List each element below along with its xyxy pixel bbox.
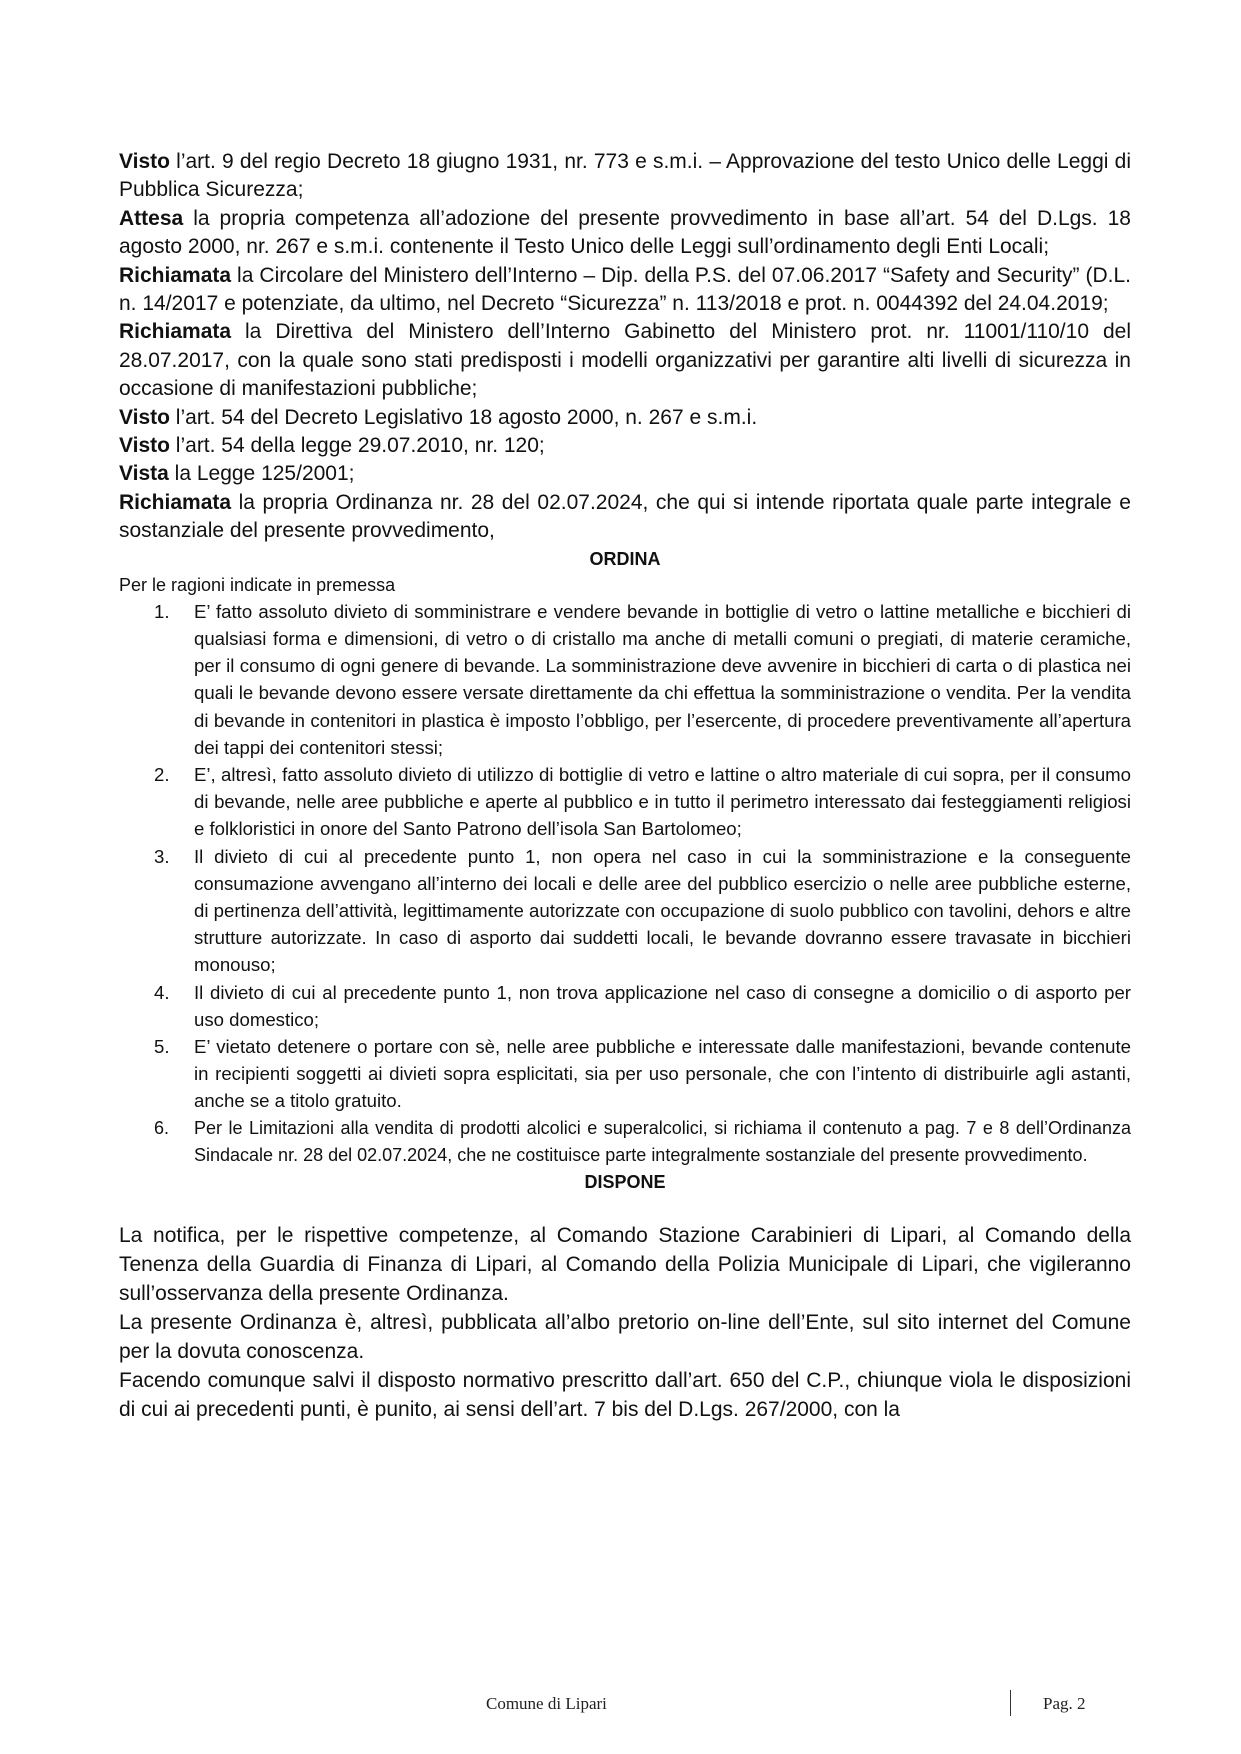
premessa-lead: Visto [119, 150, 170, 173]
premessa-paragraph [119, 318, 1131, 403]
premesse-section [119, 148, 1131, 546]
ordina-item [119, 979, 1131, 1033]
premessa-text: la propria competenza all’adozione del presente provvedimento in base all’art. 54 del D.Lgs. 18 agosto 2000, nr. 267 e s.m.i. contenente il Testo Unico delle Leggi sull’ordinamento degli Enti Locali; [119, 206, 1131, 259]
item-number: 1. [154, 600, 170, 622]
premessa-lead: Attesa [119, 206, 184, 230]
premessa-paragraph [119, 404, 1131, 432]
premessa-paragraph [119, 489, 1131, 546]
premessa-paragraph [119, 460, 1131, 488]
ordina-item [119, 1033, 1131, 1115]
item-text: Per le Limitazioni alla vendita di prodotti alcolici e superalcolici, si richiama il contenuto a pag. 7 e 8 dell’Ordinanza Sindacale nr. 28 del 02.07.2024, che ne costituisce parte integralmente sostanziale del presente provvedimento. [194, 1117, 1131, 1165]
item-number: 5. [154, 1035, 170, 1057]
ordina-item [119, 1115, 1131, 1169]
premessa-lead: Visto [119, 434, 170, 458]
ordina-intro: Per le ragioni indicate in premessa [119, 574, 396, 595]
section-spacer [119, 1195, 1131, 1221]
dispone-paragraph: La presente Ordinanza è, altresì, pubblicata all’albo pretorio on-line dell’Ente, sul sito internet del Comune per la dovuta conoscenza. [119, 1310, 1131, 1363]
premessa-text: la Circolare del Ministero dell’Interno – Dip. della P.S. del 07.06.2017 “Safety and Security” (D.L. n. 14/2017 e potenziate, da ultimo, nel Decreto “Sicurezza” n. 113/2018 e prot. n. 0044392 del 24.04.2019; [119, 263, 1131, 316]
page-number: Pag. 2 [1043, 1694, 1086, 1713]
premessa-paragraph [119, 205, 1131, 262]
dispone-heading: DISPONE [584, 1171, 666, 1192]
premessa-text: la propria Ordinanza nr. 28 del 02.07.2024, che qui si intende riportata quale parte integrale e sostanziale del presente provvedimento, [119, 490, 1131, 543]
footer-municipality: Comune di Lipari [486, 1694, 607, 1713]
footer-divider [1010, 1690, 1011, 1716]
premessa-paragraph [119, 432, 1131, 460]
premessa-paragraph [119, 148, 1131, 205]
document-page [119, 148, 1131, 1424]
dispone-paragraph: Facendo comunque salvi il disposto normativo prescritto dall’art. 650 del C.P., chiunque viola le disposizioni di cui ai precedenti punti, è punito, ai sensi dell’art. 7 bis del D.Lgs. 267/2000, con la [119, 1368, 1131, 1421]
item-text: Il divieto di cui al precedente punto 1, non trova applicazione nel caso di consegne a domicilio o di asporto per uso domestico; [194, 981, 1131, 1030]
item-number: 2. [154, 763, 170, 785]
premessa-paragraph [119, 262, 1131, 319]
premessa-lead: Richiamata [119, 263, 232, 287]
ordina-heading: ORDINA [589, 548, 661, 569]
item-text: E’, altresì, fatto assoluto divieto di utilizzo di bottiglie di vetro e lattine o altro materiale di cui sopra, per il consumo di bevande, nelle aree pubbliche e aperte al pubblico e in tutto il perimetro interessato dai festeggiamenti religiosi e folkloristici in onore del Santo Patrono dell’isola San Bartolomeo; [194, 763, 1131, 840]
dispone-section [119, 1221, 1131, 1424]
premessa-text: la Legge 125/2001; [168, 462, 355, 486]
premessa-lead: Vista [119, 462, 169, 486]
ordina-item [119, 598, 1131, 761]
item-number: 3. [154, 845, 170, 867]
item-text: Il divieto di cui al precedente punto 1, non opera nel caso in cui la somministrazione e la conseguente consumazione avvengano all’interno dei locali e delle aree del pubblico esercizio o nelle aree pubbliche esterne, di pertinenza dell’attività, legittimamente autorizzate con occupazione di suolo pubblico con tavolini, dehors e altre strutture autorizzate. In caso di asporto dai suddetti locali, le bevande dovranno essere travasate in bicchieri monouso; [194, 845, 1131, 976]
page-footer [0, 1690, 1241, 1724]
item-number: 6. [154, 1117, 170, 1138]
item-number: 4. [154, 981, 170, 1003]
premessa-text: la Direttiva del Ministero dell’Interno Gabinetto del Ministero prot. nr. 11001/110/10 del 28.07.2017, con la quale sono stati predisposti i modelli organizzativi per garantire alti livelli di sicurezza in occasione di manifestazioni pubbliche; [119, 320, 1131, 401]
ordina-item [119, 843, 1131, 979]
premessa-text: l’art. 9 del regio Decreto 18 giugno 1931, nr. 773 e s.m.i. – Approvazione del testo Unico delle Leggi di Pubblica Sicurezza; [119, 150, 1131, 202]
premessa-lead: Richiamata [119, 490, 232, 514]
item-text: E’ fatto assoluto divieto di somministrare e vendere bevande in bottiglie di vetro o lattine metalliche e bicchieri di qualsiasi forma e dimensioni, di vetro o di cristallo ma anche di metalli comuni o pregiati, di materie ceramiche, per il consumo di ogni genere di bevande. La somministrazione deve avvenire in bicchieri di carta o di plastica nei quali le bevande devono essere versate direttamente da chi effettua la somministrazione o vendita. Per la vendita di bevande in contenitori in plastica è imposto l’obbligo, per l’esercente, di procedere preventivamente all’apertura dei tappi dei contenitori stessi; [194, 600, 1131, 758]
premessa-text: l’art. 54 del Decreto Legislativo 18 agosto 2000, n. 267 e s.m.i. [169, 405, 758, 429]
ordina-list [119, 598, 1131, 1169]
ordina-item [119, 761, 1131, 843]
premessa-lead: Richiamata [119, 320, 232, 344]
premessa-text: l’art. 54 della legge 29.07.2010, nr. 120; [169, 434, 545, 458]
dispone-paragraph: La notifica, per le rispettive competenze, al Comando Stazione Carabinieri di Lipari, al Comando della Tenenza della Guardia di Finanza di Lipari, al Comando della Polizia Municipale di Lipari, che vigileranno sull’osservanza della presente Ordinanza. [119, 1223, 1131, 1305]
premessa-lead: Visto [119, 405, 170, 429]
item-text: E’ vietato detenere o portare con sè, nelle aree pubbliche e interessate dalle manifestazioni, bevande contenute in recipienti soggetti ai divieti sopra esplicitati, sia per uso personale, che con l’intento di distribuirle agli astanti, anche se a titolo gratuito. [194, 1035, 1131, 1112]
